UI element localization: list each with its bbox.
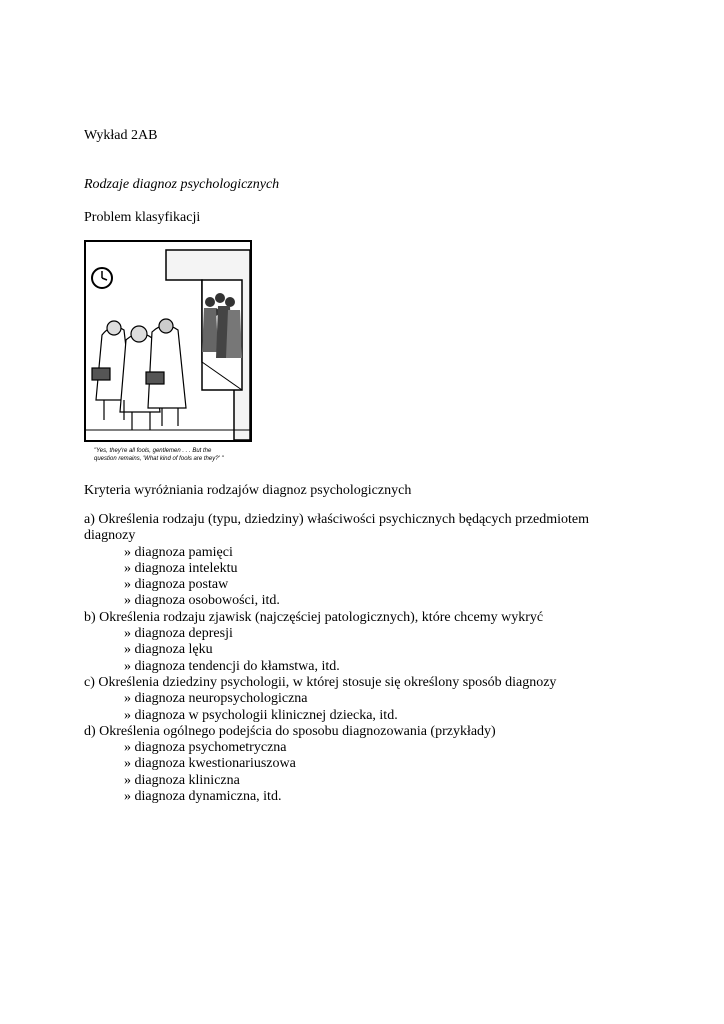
list-item: » diagnoza w psychologii klinicznej dziecka, itd.: [124, 707, 398, 723]
cartoon-caption-1: "Yes, they're all fools, gentlemen . . . But the: [94, 448, 212, 454]
criteria-list: [84, 512, 684, 805]
list-item: » diagnoza depresji: [124, 626, 233, 642]
criterion-a-line1: a) Określenia rodzaju (typu, dziedziny) właściwości psychicznych będących przedmiotem: [84, 512, 589, 527]
cartoon-drawing: [84, 240, 254, 465]
criterion-a-line2: diagnozy: [84, 528, 136, 544]
list-item: » diagnoza kwestionariuszowa: [124, 756, 296, 772]
criterion-d-line1: d) Określenia ogólnego podejścia do sposobu diagnozowania (przykłady): [84, 723, 496, 739]
section-heading: Problem klasyfikacji: [84, 210, 201, 225]
criterion-b-line1: b) Określenia rodzaju zjawisk (najczęściej patologicznych), które chcemy wykryć: [84, 609, 544, 625]
list-item: » diagnoza psychometryczna: [124, 740, 287, 756]
criteria-heading: Kryteria wyróżniania rodzajów diagnoz psychologicznych: [84, 483, 412, 498]
document-subtitle: Rodzaje diagnoz psychologicznych: [84, 177, 280, 192]
list-item: » diagnoza intelektu: [124, 560, 238, 576]
list-item: » diagnoza dynamiczna, itd.: [124, 789, 282, 805]
list-item: » diagnoza lęku: [124, 642, 213, 658]
list-item: » diagnoza tendencji do kłamstwa, itd.: [124, 658, 340, 674]
list-item: » diagnoza osobowości, itd.: [124, 593, 280, 609]
list-item: » diagnoza neuropsychologiczna: [124, 691, 308, 707]
list-item: » diagnoza postaw: [124, 577, 229, 593]
list-item: » diagnoza kliniczna: [124, 772, 240, 788]
cartoon-illustration: [84, 240, 254, 465]
criterion-c-line1: c) Określenia dziedziny psychologii, w której stosuje się określony sposób diagnozy: [84, 674, 557, 690]
document-title: Wykład 2AB: [84, 128, 158, 143]
cartoon-caption-2: question remains, 'What kind of fools are they?' ": [94, 456, 224, 462]
list-item: » diagnoza pamięci: [124, 544, 233, 560]
